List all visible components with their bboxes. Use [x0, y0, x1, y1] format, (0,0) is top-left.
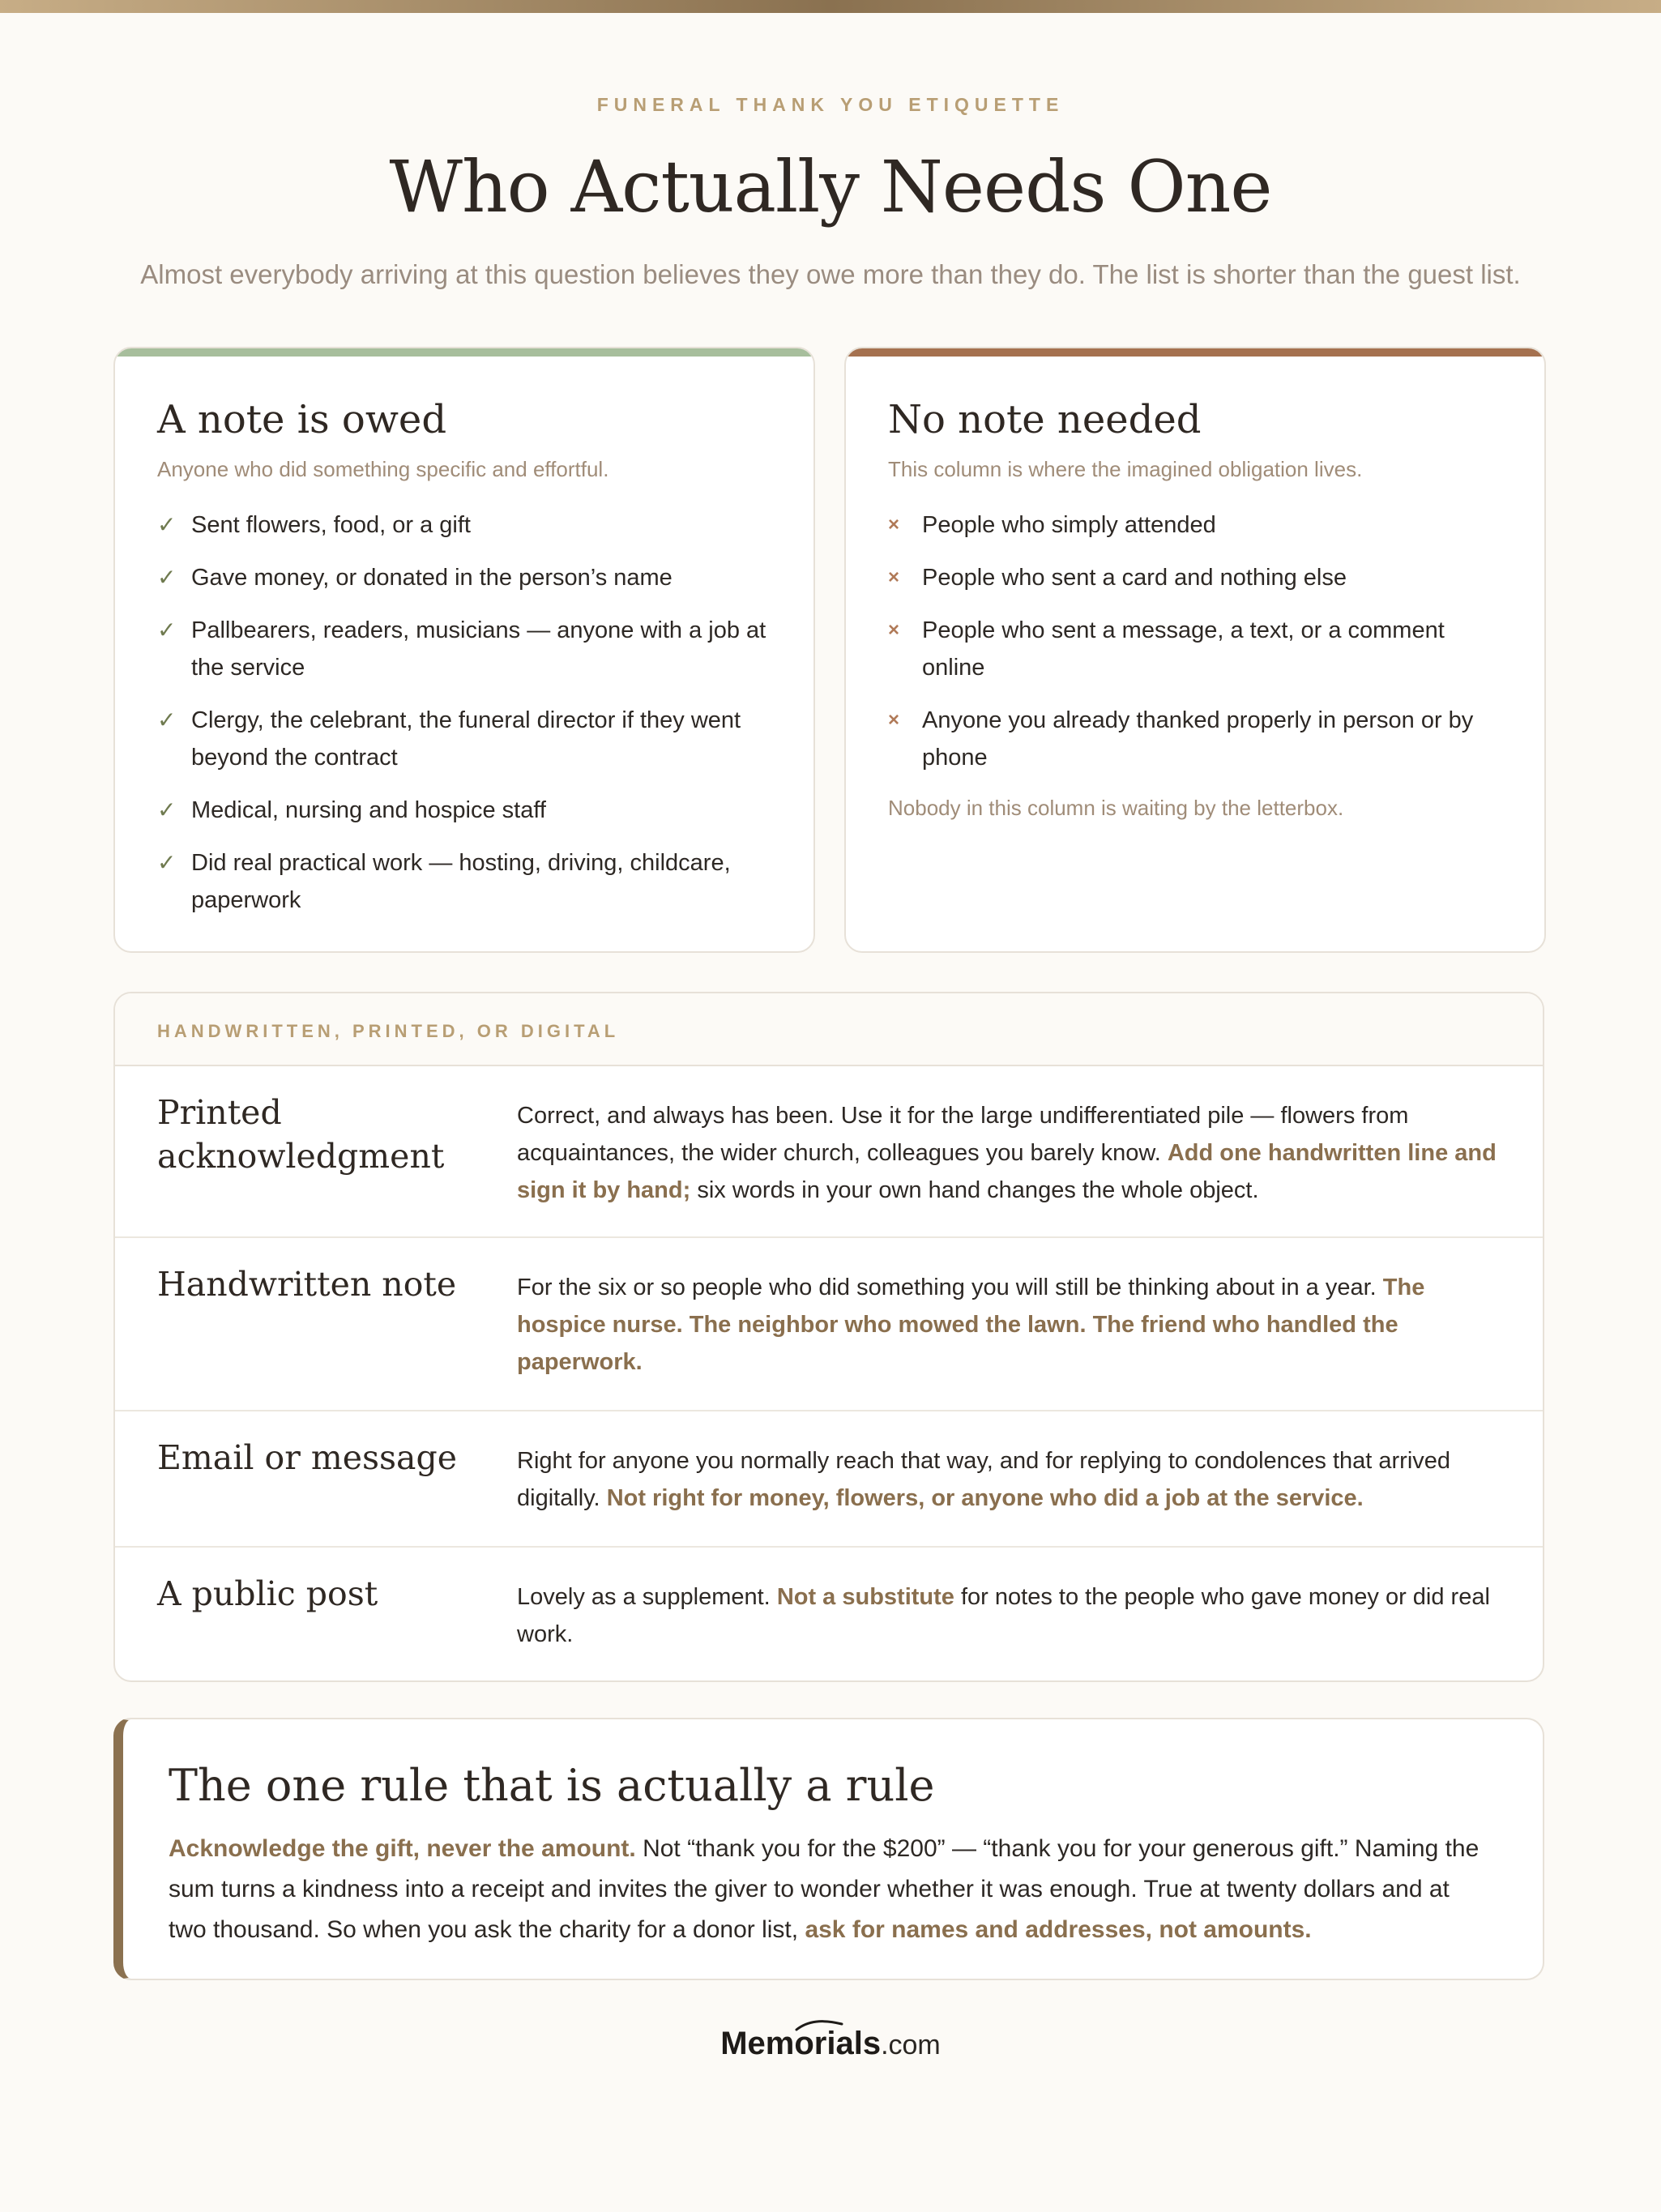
- row-description: [517, 1269, 1497, 1381]
- checkmark-icon: ✓: [157, 617, 177, 643]
- list-item: [157, 844, 771, 919]
- list-item: [157, 559, 771, 596]
- list-item: [157, 506, 771, 544]
- row-highlight: Add one handwritten line and sign it by hand;: [517, 1140, 1497, 1203]
- list-item-text: Sent flowers, food, or a gift: [191, 512, 471, 538]
- no-note-heading: No note needed: [888, 397, 1202, 442]
- table-row: [115, 1066, 1543, 1238]
- cross-icon: ×: [888, 619, 900, 641]
- rule-body: [169, 1829, 1486, 1950]
- list-item: [888, 612, 1502, 686]
- table-row: [115, 1238, 1543, 1411]
- page-title: Who Actually Needs One: [389, 145, 1272, 228]
- checkmark-icon: ✓: [157, 797, 177, 822]
- row-highlight: The hospice nurse. The neighbor who mowed the lawn. The friend who handled the paperwork.: [517, 1275, 1425, 1375]
- row-text: Right for anyone you normally reach that way, and for replying to condolences that arrived digitally.: [517, 1448, 1451, 1511]
- row-text: For the six or so people who did something you will still be thinking about in a year.: [517, 1275, 1383, 1300]
- eyebrow-label: FUNERAL THANK YOU ETIQUETTE: [596, 94, 1065, 115]
- row-description: [517, 1097, 1497, 1209]
- list-item: [157, 792, 771, 829]
- list-item-text: People who sent a card and nothing else: [922, 565, 1347, 591]
- checkmark-icon: ✓: [157, 565, 177, 590]
- no-note-needed-card: [844, 347, 1546, 953]
- note-owed-list: [157, 506, 771, 919]
- card-accent-green: [115, 348, 813, 357]
- rule-callout: [113, 1718, 1544, 1980]
- row-description: [517, 1442, 1497, 1517]
- table-row: [115, 1411, 1543, 1548]
- formats-table-heading: HANDWRITTEN, PRINTED, OR DIGITAL: [115, 993, 1543, 1066]
- table-row: [115, 1548, 1543, 1680]
- page-subtitle: Almost everybody arriving at this question believes they owe more than they do. The list is shorter than the guest list.: [140, 259, 1521, 289]
- list-item: [157, 612, 771, 686]
- list-item-text: Clergy, the celebrant, the funeral director if they went beyond the contract: [191, 707, 741, 771]
- no-note-subheading: This column is where the imagined obligation lives.: [888, 457, 1363, 481]
- row-label: Printed acknowledgment: [157, 1093, 445, 1176]
- cross-icon: ×: [888, 709, 900, 731]
- list-item-text: Pallbearers, readers, musicians — anyone with a job at the service: [191, 617, 766, 681]
- logo-brand-text: Memorials: [720, 2026, 882, 2061]
- rule-highlight: ask for names and addresses, not amounts.: [805, 1916, 1312, 1943]
- formats-table: [113, 992, 1544, 1682]
- rule-highlight: Acknowledge the gift, never the amount.: [169, 1835, 636, 1862]
- top-accent-bar: [0, 0, 1661, 13]
- page-header: [0, 94, 1661, 290]
- list-item: [888, 702, 1502, 776]
- logo-domain-text: .com: [881, 2030, 941, 2060]
- list-item-text: Gave money, or donated in the person’s name: [191, 565, 673, 591]
- note-owed-card: [113, 347, 815, 953]
- row-text: Correct, and always has been. Use it for the large undifferentiated pile — flowers from acquaintances, the wider church, colleagues you barely know.: [517, 1103, 1409, 1166]
- rule-text: Not “thank you for the $200” — “thank you for your generous gift.” Naming the sum turns a kindness into a receipt and invites the giver to wonder whether it was enough. True at twenty dollars and at two thousand. So when you ask the charity for a donor list,: [169, 1835, 1480, 1943]
- no-note-list: [888, 506, 1502, 776]
- note-owed-subheading: Anyone who did something specific and effortful.: [157, 457, 609, 481]
- row-highlight: Not right for money, flowers, or anyone who did a job at the service.: [606, 1485, 1364, 1511]
- list-item-text: Did real practical work — hosting, driving, childcare, paperwork: [191, 850, 731, 913]
- cross-icon: ×: [888, 514, 900, 536]
- list-item-text: People who simply attended: [922, 512, 1216, 538]
- list-item: [888, 506, 1502, 544]
- row-description: [517, 1578, 1497, 1653]
- row-text: for notes to the people who gave money or did real work.: [517, 1584, 1490, 1647]
- note-owed-heading: A note is owed: [157, 397, 447, 442]
- memorials-logo[interactable]: [720, 2026, 941, 2062]
- row-highlight: Not a substitute: [776, 1584, 954, 1610]
- checkmark-icon: ✓: [157, 512, 177, 537]
- list-item-text: Medical, nursing and hospice staff: [191, 797, 546, 823]
- row-text: six words in your own hand changes the whole object.: [690, 1177, 1259, 1203]
- checkmark-icon: ✓: [157, 707, 177, 732]
- list-item-text: Anyone you already thanked properly in person or by phone: [922, 707, 1474, 771]
- list-item-text: People who sent a message, a text, or a comment online: [922, 617, 1445, 681]
- card-accent-brown: [846, 348, 1544, 357]
- row-label: A public post: [157, 1574, 378, 1613]
- row-label: Handwritten note: [157, 1265, 457, 1304]
- row-label: Email or message: [157, 1438, 458, 1477]
- rule-heading: The one rule that is actually a rule: [169, 1760, 935, 1811]
- list-item: [888, 559, 1502, 596]
- list-item: [157, 702, 771, 776]
- checkmark-icon: ✓: [157, 850, 177, 875]
- row-text: Lovely as a supplement.: [517, 1584, 777, 1610]
- footer: [0, 2026, 1661, 2062]
- cross-icon: ×: [888, 566, 900, 588]
- logo-swoosh-icon: [795, 2019, 843, 2032]
- no-note-footnote: Nobody in this column is waiting by the letterbox.: [888, 796, 1344, 820]
